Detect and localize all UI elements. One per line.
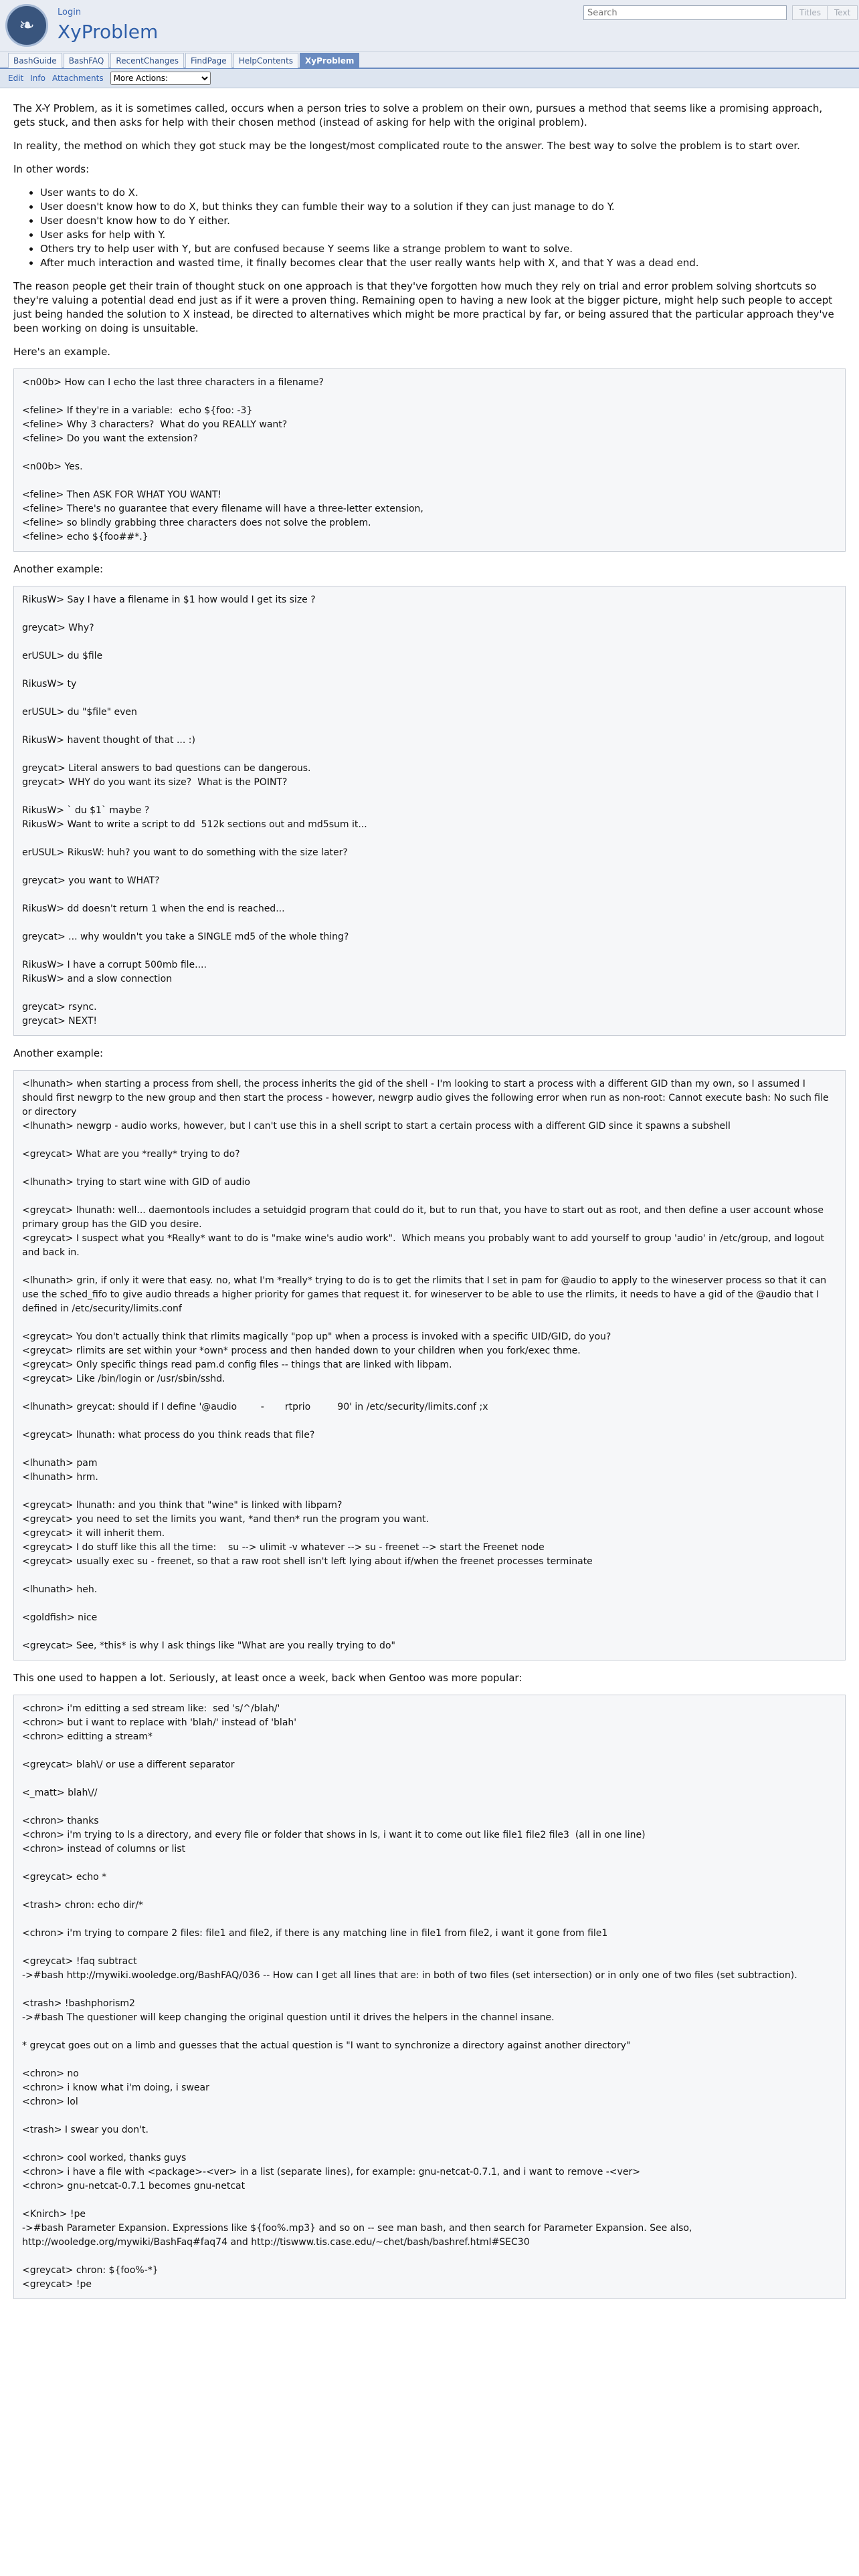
page-content (0, 88, 859, 2299)
titles-button[interactable]: Titles (792, 5, 828, 20)
intro-paragraph-2: In reality, the method on which they got stuck may be the longest/most complicated route to the answer. The best way to solve the problem is to start over. (13, 140, 800, 152)
nav-recentchanges[interactable]: RecentChanges (110, 53, 184, 68)
page-header (0, 0, 859, 51)
steps-list (13, 186, 846, 270)
nav-bashfaq[interactable]: BashFAQ (64, 53, 110, 68)
more-actions-select[interactable] (110, 72, 211, 85)
page-title[interactable]: XyProblem (58, 21, 159, 43)
gentoo-paragraph: This one used to happen a lot. Seriously, at least once a week, back when Gentoo was more popular: (13, 1672, 522, 1684)
example-4-block: <chron> i'm editting a sed stream like: sed 's/^/blah/' <chron> but i want to replace with 'blah/' instead of 'blah' <chron> editting a stream* <greycat> blah\/ or use a different separator <_matt> blah\// <chron> thanks <chron> i'm trying to ls a directory, and every file or folder that shows in ls, i want it to come out like file1 file2 file3 (all in one line) <chron> instead of columns or list <greycat> echo * <trash> chron: echo dir/* <chron> i'm trying to compare 2 files: file1 and file2, if there is any matching line in file1 from file2, i want it gone from file1 <greycat> !faq subtract ->#bash http://mywiki.wooledge.org/BashFAQ/036 -- How can I get all lines that are: in both of two files (set intersection) or in only one of two files (set subtraction). <trash> !bashphorism2 ->#bash The questioner will keep changing the original question until it drives the helpers in the channel insane. * greycat goes out on a limb and guesses that the actual question is "I want to synchronize a directory against another directory" <chron> no <chron> i know what i'm doing, i swear <chron> lol <trash> I swear you don't. <chron> cool worked, thanks guys <chron> i have a file with <package>-<ver> in a list (separate lines), for example: gnu-netcat-0.7.1, and i want to remove -<ver> <chron> gnu-netcat-0.7.1 becomes gnu-netcat <Knirch> !pe ->#bash Parameter Expansion. Expressions like ${foo%.mp3} and so on -- see man bash, and then search for Parameter Expansion. See also, http://wooledge.org/mywiki/BashFaq#faq74 and http://tiswww.tis.case.edu/~chet/bash/bashref.html#SEC30 <greycat> chron: ${foo%-*} <greycat> !pe (13, 1695, 846, 2299)
intro-paragraph-4: The reason people get their train of thought stuck on one approach is that they've forgotten how much they rely on trial and error problem solving shortcuts so they're valuing a potential dead end just as if it were a proven thing. Remaining open to having a new look at the bigger picture, might help such people to accept just being handed the solution to X instead, be directed to alternatives which might be more practical by far, or being assured that the particular approach they've been working on doing is unsuitable. (13, 280, 834, 334)
nav-bashguide[interactable]: BashGuide (8, 53, 62, 68)
moinmoin-logo-icon[interactable]: ❧ (5, 4, 48, 47)
nav-helpcontents[interactable]: HelpContents (233, 53, 298, 68)
example-1-block: <n00b> How can I echo the last three characters in a filename? <feline> If they're in a variable: echo ${foo: -3} <feline> Why 3 characters? What do you REALLY want? <feline> Do you want the extension? <n00b> Yes. <feline> Then ASK FOR WHAT YOU WANT! <feline> There's no guarantee that every filename will have a three-letter extension, <feline> so blindly grabbing three characters does not solve the problem. <feline> echo ${foo##*.} (13, 368, 846, 552)
intro-paragraph-1: The X-Y Problem, as it is sometimes called, occurs when a person tries to solve a problem on their own, pursues a method that seems like a promising approach, gets stuck, and then asks for help with their chosen method (instead of asking for help with the original problem). (13, 102, 823, 128)
info-link[interactable]: Info (30, 73, 45, 83)
attachments-link[interactable]: Attachments (52, 73, 104, 83)
list-item: • User doesn't know how to do Y either. (40, 214, 846, 228)
list-item: • After much interaction and wasted time, it finally becomes clear that the user really wants help with X, and that Y was a dead end. (40, 256, 846, 270)
list-item: • Others try to help user with Y, but are confused because Y seems like a strange problem to want to solve. (40, 242, 846, 256)
editbar (0, 69, 859, 88)
example-2-block: RikusW> Say I have a filename in $1 how would I get its size ? greycat> Why? erUSUL> du $file RikusW> ty erUSUL> du "$file" even RikusW> havent thought of that ... :) greycat> Literal answers to bad questions can be dangerous. greycat> WHY do you want its size? What is the POINT? RikusW> ` du $1` maybe ? RikusW> Want to write a script to dd 512k sections out and md5sum it... erUSUL> RikusW: huh? you want to do something with the size later? greycat> you want to WHAT? RikusW> dd doesn't return 1 when the end is reached... greycat> ... why wouldn't you take a SINGLE md5 of the whole thing? RikusW> I have a corrupt 500mb file.... RikusW> and a slow connection greycat> rsync. greycat> NEXT! (13, 586, 846, 1036)
nav-xyproblem[interactable]: XyProblem (300, 53, 359, 68)
list-item: • User wants to do X. (40, 186, 846, 200)
text-button[interactable]: Text (827, 5, 858, 20)
login-link[interactable]: Login (58, 7, 82, 17)
nav-findpage[interactable]: FindPage (185, 53, 232, 68)
intro-paragraph-3: In other words: (13, 163, 90, 175)
example-3-block: <lhunath> when starting a process from shell, the process inherits the gid of the shell - I'm looking to start a process with a different GID than my own, so I assumed I should first newgrp to the new group and then start the process - however, newgrp audio gives the following error when run as non-root: Cannot execute bash: No such file or directory <lhunath> newgrp - audio works, however, but I can't use this in a shell script to start a certain process with a different GID since it spawns a subshell <greycat> What are you *really* trying to do? <lhunath> trying to start wine with GID of audio <greycat> lhunath: well... daemontools includes a setuidgid program that could do it, but to run that, you have to start out as root, and then define a user account whose primary group has the GID you desire. <greycat> I suspect what you *Really* want to do is "make wine's audio work". Which means you probably want to add yourself to group 'audio' in /etc/group, and logout and back in. <lhunath> grin, if only it were that easy. no, what I'm *really* trying to do is to get the rlimits that I set in pam for @audio to apply to the wineserver process so that it can use the sched_fifo to give audio threads a higher priority for games that request it. for wineserver to be able to use the rlimits, it needs to have a gid of the @audio that I defined in /etc/security/limits.conf <greycat> You don't actually think that rlimits magically "pop up" when a process is invoked with a specific UID/GID, do you? <greycat> rlimits are set within your *own* process and then handed down to your children when you fork/exec thme. <greycat> Only specific things read pam.d config files -- things that are linked with libpam. <greycat> Like /bin/login or /usr/sbin/sshd. <lhunath> greycat: should if I define '@audio - rtprio 90' in /etc/security/limits.conf ;x <greycat> lhunath: what process do you think reads that file? <lhunath> pam <lhunath> hrm. <greycat> lhunath: and you think that "wine" is linked with libpam? <greycat> you need to set the limits you want, *and then* run the program you want. <greycat> it will inherit them. <greycat> I do stuff like this all the time: su --> ulimit -v whatever --> su - freenet --> start the Freenet node <greycat> usually exec su - freenet, so that a raw root shell isn't left lying about if/when the freenet processes terminate <lhunath> heh. <goldfish> nice <greycat> See, *this* is why I ask things like "What are you really trying to do" (13, 1070, 846, 1660)
edit-link[interactable]: Edit (8, 73, 24, 83)
navbar (0, 51, 859, 69)
intro-paragraph-5: Here's an example. (13, 346, 111, 358)
another-example-heading-2: Another example: (13, 1047, 104, 1059)
list-item: • User asks for help with Y. (40, 228, 846, 242)
list-item: • User doesn't know how to do X, but thinks they can fumble their way to a solution if they can just manage to do Y. (40, 200, 846, 214)
another-example-heading-1: Another example: (13, 563, 104, 575)
search-input[interactable] (583, 5, 787, 20)
